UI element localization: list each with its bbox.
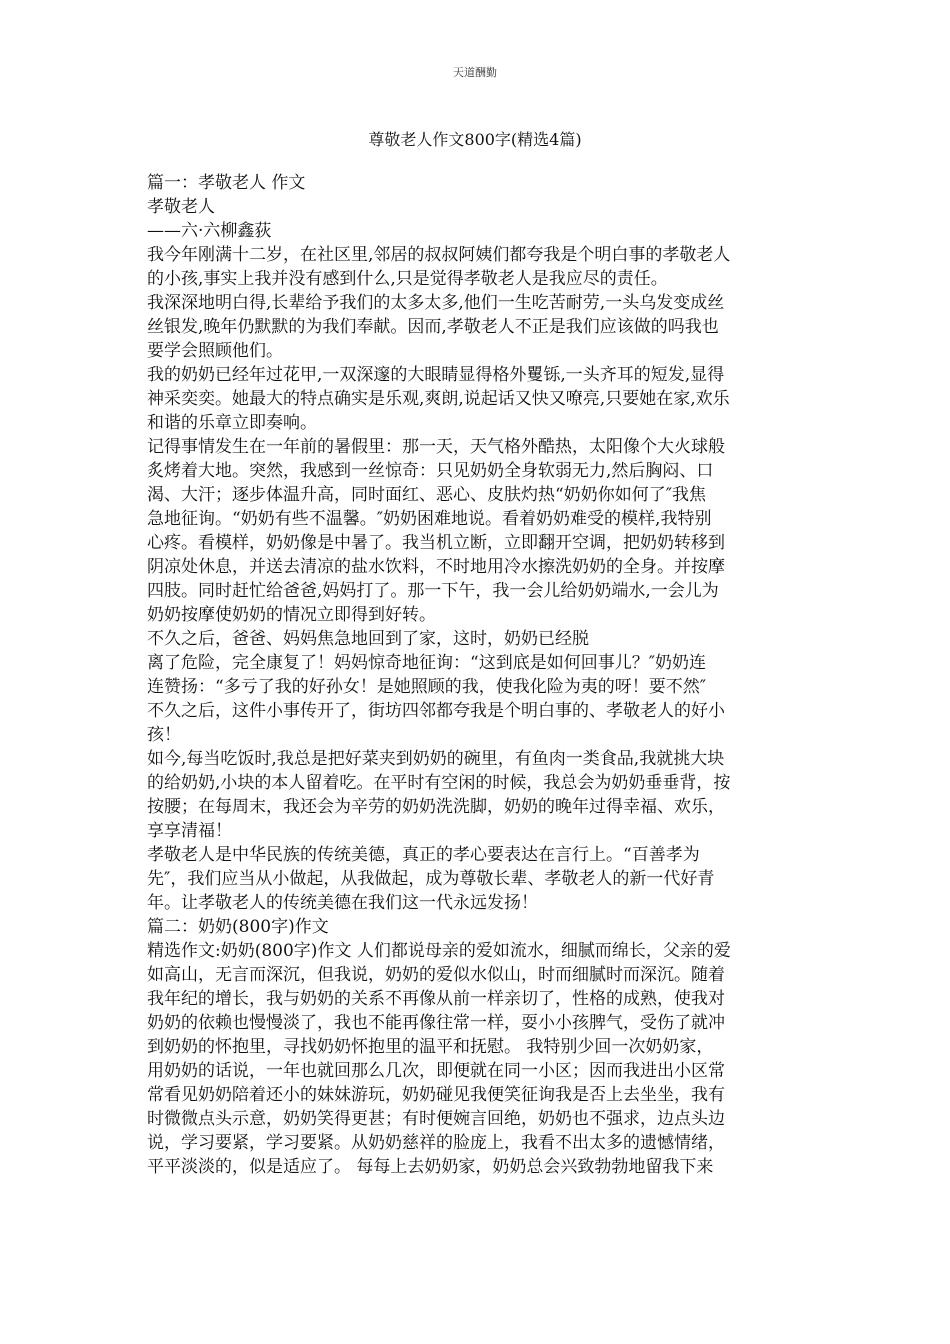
text-line: 如高山，无言而深沉，但我说，奶奶的爱似水似山，时而细腻时而深沉。随着 [147,965,725,985]
text-line: 平平淡淡的，似是适应了。 每每上去奶奶家，奶奶总会兴致勃勃地留我下来 [147,1157,714,1177]
text-line: 记得事情发生在一年前的暑假里：那一天，天气格外酷热，太阳像个大火球般 [147,437,725,457]
text-line: 和谐的乐章立即奏响。 [147,413,317,433]
text-line: 孝敬老人是中华民族的传统美德，真正的孝心要表达在言行上。“百善孝为 [147,845,700,865]
text-line: 阴凉处休息，并送去清凉的盐水饮料，不时地用冷水擦洗奶奶的全身。并按摩 [147,557,725,577]
text-line: 常看见奶奶陪着还小的妹妹游玩，奶奶碰见我便笑征询我是否上去坐坐，我有 [147,1085,725,1105]
text-line: 炙烤着大地。突然，我感到一丝惊奇：只见奶奶全身软弱无力,然后胸闷、口 [147,461,714,481]
document-body [147,171,811,1179]
text-line: 四肢。同时赶忙给爸爸,妈妈打了。那一下午，我一会儿给奶奶端水,一会儿为 [147,581,719,601]
text-line: 要学会照顾他们。 [147,341,283,361]
text-line: 神采奕奕。她最大的特点确实是乐观,爽朗,说起话又快又嘹亮,只要她在家,欢乐 [147,389,730,409]
text-line: 年。让孝敬老人的传统美德在我们这一代永远发扬！ [147,893,538,913]
text-line: 按腰；在每周末，我还会为辛劳的奶奶洗洗脚，奶奶的晚年过得幸福、欢乐， [147,797,725,817]
text-line: ——六·六柳鑫荻 [147,221,272,241]
text-line: 离了危险，完全康复了！妈妈惊奇地征询：“这到底是如何回事儿？″奶奶连 [147,653,707,673]
text-line: 到奶奶的怀抱里，寻找奶奶怀抱里的温平和抚慰。 我特别少回一次奶奶家， [147,1037,714,1057]
text-line: 如今,每当吃饭时,我总是把好菜夹到奶奶的碗里，有鱼肉一类食品,我就挑大块 [147,749,725,769]
text-line: 享享清福！ [147,821,232,841]
text-line: 丝银发,晚年仍默默的为我们奉献。因而,孝敬老人不正是我们应该做的吗我也 [147,317,719,337]
text-line: 的给奶奶,小块的本人留着吃。在平时有空闲的时候，我总会为奶奶垂垂背，按 [147,773,731,793]
text-line: 的小孩,事实上我并没有感到什么,只是觉得孝敬老人是我应尽的责任。 [147,269,668,289]
text-line: 奶奶的依赖也慢慢淡了，我也不能再像往常一样，耍小小孩脾气，受伤了就冲 [147,1013,725,1033]
text-line: 我的奶奶已经年过花甲,一双深邃的大眼睛显得格外矍铄,一头齐耳的短发,显得 [147,365,725,385]
text-line: 我年纪的增长，我与奶奶的关系不再像从前一样亲切了，性格的成熟，使我对 [147,989,725,1009]
page-header: 天道酬勤 [453,66,497,79]
text-line: 孩！ [147,725,181,745]
text-line: 不久之后，爸爸、妈妈焦急地回到了家，这时，奶奶已经脱 [147,629,589,649]
text-line: 孝敬老人 [147,197,215,217]
text-line: 精选作文:奶奶(800字)作文 人们都说母亲的爱如流水，细腻而绵长，父亲的爱 [147,941,731,961]
text-line: 时微微点头示意，奶奶笑得更甚；有时便婉言回绝，奶奶也不强求，边点头边 [147,1109,725,1129]
document-title: 尊敬老人作文800字(精选4篇) [368,130,582,149]
text-line: 奶奶按摩使奶奶的情况立即得到好转。 [147,605,436,625]
text-line: 渴、大汗；逐步体温升高，同时面红、恶心、皮肤灼热“奶奶你如何了″我焦 [147,485,707,505]
text-line: 先″，我们应当从小做起，从我做起，成为尊敬长辈、孝敬老人的新一代好青 [147,869,715,889]
text-line: 我今年刚满十二岁，在社区里,邻居的叔叔阿姨们都夸我是个明白事的孝敬老人 [147,245,731,265]
text-line: 篇二：奶奶(800字)作文 [147,917,329,937]
text-line: 用奶奶的话说，一年也就回那么几次，即便就在同一小区；因而我进出小区常 [147,1061,725,1081]
text-line: 说，学习要紧，学习要紧。从奶奶慈祥的脸庞上，我看不出太多的遗憾情绪， [147,1133,725,1153]
text-line: 不久之后，这件小事传开了，街坊四邻都夸我是个明白事的、孝敬老人的好小 [147,701,725,721]
text-line: 我深深地明白得,长辈给予我们的太多太多,他们一生吃苦耐劳,一头乌发变成丝 [147,293,725,313]
text-line: 连赞扬：“多亏了我的好孙女！是她照顾的我，使我化险为夷的呀！要不然″ [147,677,707,697]
text-line: 急地征询。“奶奶有些不温馨。″奶奶困难地说。看着奶奶难受的模样,我特别 [147,509,712,529]
text-line: 心疼。看模样，奶奶像是中暑了。我当机立断，立即翻开空调，把奶奶转移到 [147,533,725,553]
text-line: 篇一：孝敬老人 作文 [147,173,306,193]
